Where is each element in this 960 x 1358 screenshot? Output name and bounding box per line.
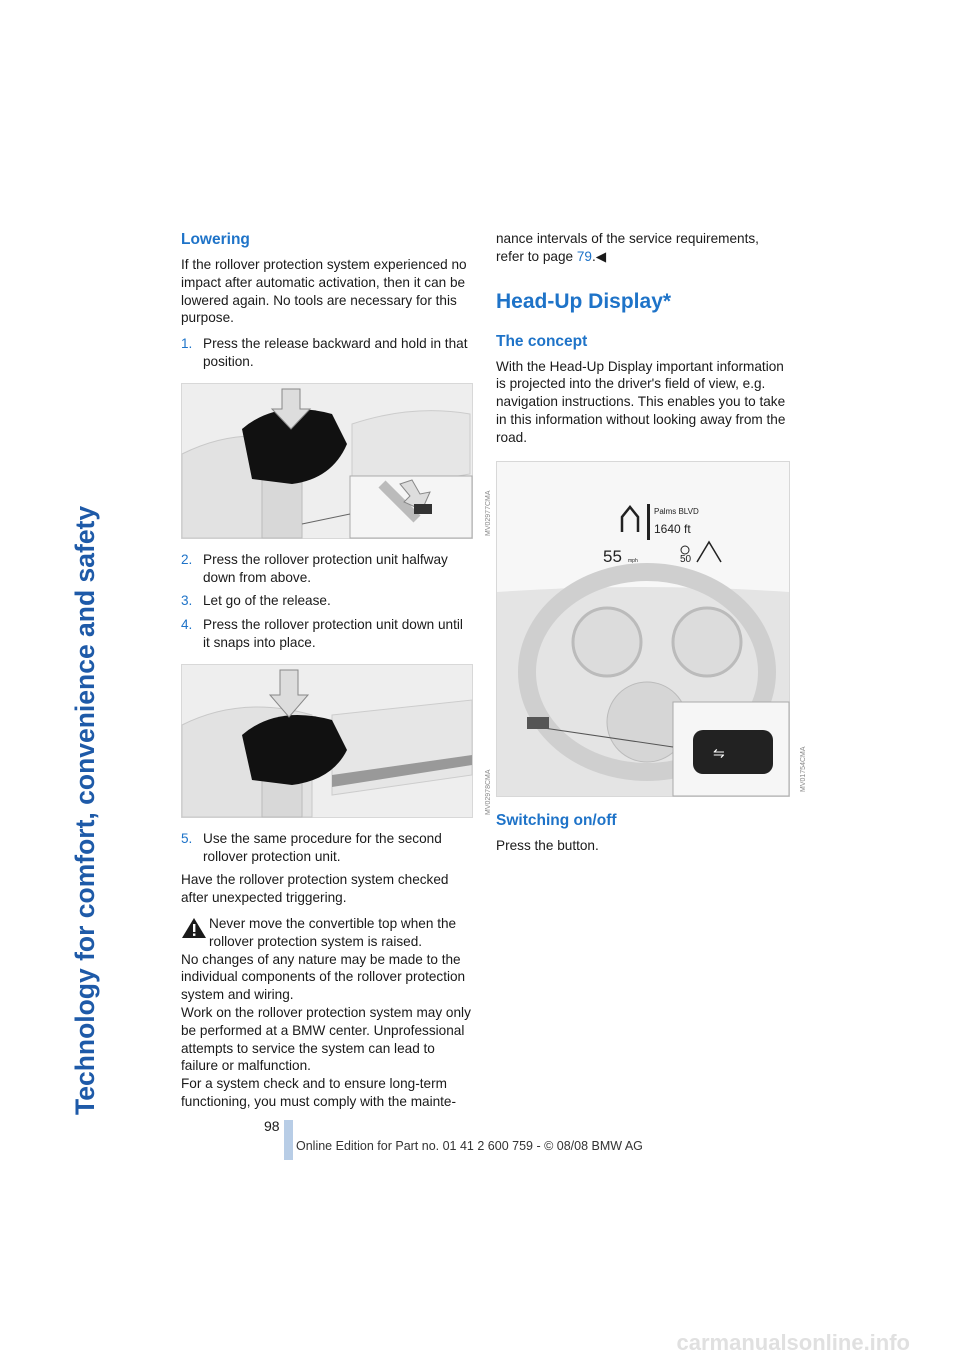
page-reference-link[interactable]: 79 [576,248,592,264]
step-4 [181,616,473,652]
figure-code: MV01754CMA [800,746,807,792]
step-number: 4. [181,617,193,633]
rollover-release-illustration [182,384,472,538]
footer-edition-text: Online Edition for Part no. 01 41 2 600 759 - © 08/08 BMW AG [296,1139,643,1153]
footer-accent-bar [284,1120,293,1160]
warning-line: No changes of any nature may be made to the individual components of the rollover protection system and wiring. [181,951,466,1003]
warning-line: For a system check and to ensure long-term functioning, you must comply with the mainte- [181,1076,457,1109]
warning-block [181,915,473,1111]
warning-line: Work on the rollover protection system may only be performed at a BMW center. Unprofessional attempts to service the system can lead to failure or malfunction. [181,1004,471,1074]
hud-speed-limit: 50 [680,553,692,565]
figure-code: MV02978CMA [485,769,492,815]
step-number: 5. [181,830,193,846]
right-column [496,230,807,862]
step-number: 2. [181,551,193,567]
svg-text:⇋: ⇋ [713,744,725,761]
step-text: Press the release backward and hold in that position. [203,336,468,369]
step-number: 3. [181,593,193,609]
hud-distance: 1640 ft [654,521,691,536]
switch-text: Press the button. [496,837,599,853]
heading-the-concept: The concept [496,332,588,350]
heading-switching-on-off: Switching on/off [496,811,617,829]
side-section-title: Technology for comfort, convenience and safety [70,505,100,1115]
heading-lowering: Lowering [181,231,250,248]
rollover-press-illustration [182,665,472,817]
step-2 [181,551,473,587]
step-text: Let go of the release. [203,593,331,609]
end-mark: .◀ [592,248,607,264]
step-text: Use the same procedure for the second rollover protection unit. [203,830,442,864]
warning-triangle-icon [181,917,207,939]
hud-speed-unit: mph [628,557,638,564]
step-text: Press the rollover protection unit down until it snaps into place. [203,617,463,650]
step-number: 1. [181,336,193,352]
step-text: Press the rollover protection unit halfway down from above. [203,551,448,585]
heading-head-up-display: Head-Up Display* [496,289,672,313]
watermark: carmanualsonline.info [676,1330,910,1355]
hud-speed: 55 [603,546,622,566]
continued-sentence: nance intervals of the service requirements, refer to page [496,231,759,264]
figure-head-up-display [496,461,807,797]
left-column [181,230,492,1111]
lowering-intro: If the rollover protection system experienced no impact after automatic activation, then it can be lowered again. No tools are necessary for this purpose. [181,257,467,326]
step-1 [181,335,473,371]
step-3 [181,592,473,610]
hud-dashboard-illustration [497,462,789,796]
page-number: 98 [264,1118,280,1134]
concept-text: With the Head-Up Display important information is projected into the driver's field of view, e.g. navigation instructions. This enables you to take in this information without looking away from the road. [496,358,786,445]
warning-line: Never move the convertible top when the rollover protection system is raised. [209,915,457,949]
check-after-triggering: Have the rollover protection system checked after unexpected triggering. [181,872,449,906]
step-5 [181,830,473,866]
figure-release-button [181,383,492,539]
figure-code: MV02977CMA [485,490,492,536]
continued-text [496,230,790,266]
hud-street-name: Palms BLVD [654,506,699,516]
figure-press-down [181,664,492,818]
